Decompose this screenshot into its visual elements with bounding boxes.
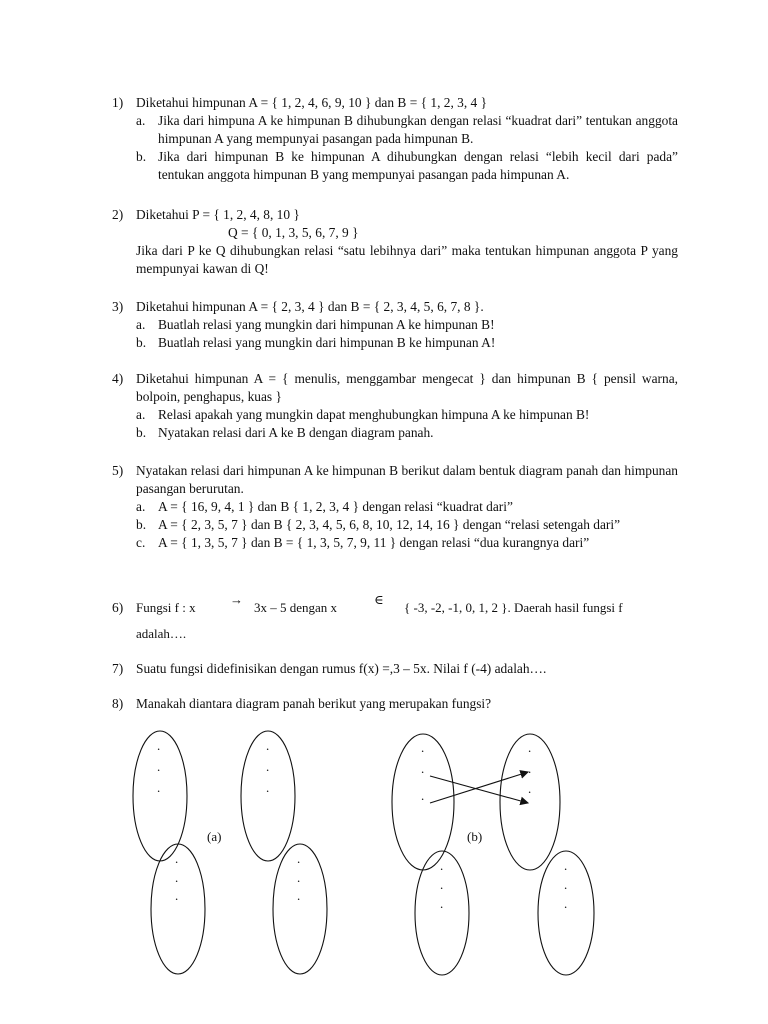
sub-letter: a. (136, 407, 146, 422)
question-number: 3) (112, 299, 124, 314)
set-member-dot: . (297, 888, 301, 903)
sub-question (136, 534, 678, 552)
question-text: Diketahui himpunan A = { 2, 3, 4 } dan B = { 2, 3, 4, 5, 6, 7, 8 }. (136, 299, 484, 314)
question-1 (112, 94, 678, 184)
sub-question (136, 148, 678, 184)
question-text-cont: Jika dari P ke Q dihubungkan relasi “satu lebihnya dari” maka tentukan himpunan anggota P yang mempunyai kawan di Q! (136, 243, 678, 276)
question-7 (112, 660, 678, 678)
sub-letter: b. (136, 517, 147, 532)
sub-text: Jika dari himpuna A ke himpunan B dihubungkan dengan relasi “kuadrat dari” tentukan anggota himpunan A yang mempunyai pasangan pada himpunan B. (158, 113, 678, 146)
set-ellipse-a4 (273, 844, 327, 974)
question-number: 7) (112, 661, 124, 676)
question-text: Manakah diantara diagram panah berikut yang merupakan fungsi? (136, 696, 492, 711)
set-member-dot: . (175, 851, 179, 866)
sub-letter: b. (136, 335, 147, 350)
element-of-icon: ∈ (374, 592, 384, 607)
set-member-dot: . (528, 740, 532, 755)
set-member-dot: . (528, 781, 532, 796)
set-ellipse-a2 (241, 731, 295, 861)
sub-question (136, 316, 678, 334)
set-member-dot: . (564, 877, 568, 892)
sub-question (136, 424, 678, 442)
set-ellipse-b2 (500, 734, 560, 870)
question-text: Fungsi f : x (136, 600, 196, 615)
relation-arrow (430, 776, 528, 803)
sub-text: A = { 1, 3, 5, 7 } dan B = { 1, 3, 5, 7, 9, 11 } dengan relasi “dua kurangnya dari” (158, 535, 590, 550)
sub-text: Jika dari himpunan B ke himpunan A dihubungkan dengan relasi “lebih kecil dari pada” tentukan anggota himpunan B yang mempunyai pasangan pada himpunan A. (158, 149, 678, 182)
set-member-dot: . (421, 740, 425, 755)
question-3 (112, 298, 678, 352)
set-member-dot: . (175, 888, 179, 903)
sub-question (136, 498, 678, 516)
set-member-dot: . (297, 870, 301, 885)
question-text: Nyatakan relasi dari himpunan A ke himpunan B berikut dalam bentuk diagram panah dan himpunan pasangan berurutan. (136, 463, 678, 496)
question-text: { -3, -2, -1, 0, 1, 2 }. Daerah hasil fungsi f (404, 600, 623, 615)
question-2 (112, 206, 678, 278)
question-text: Diketahui himpunan A = { menulis, menggambar mengecat } dan himpunan B { pensil warna, bolpoin, penghapus, kuas } (136, 371, 678, 404)
sub-letter: a. (136, 113, 146, 128)
sub-question (136, 406, 678, 424)
set-member-dot: . (266, 738, 270, 753)
question-number: 8) (112, 696, 124, 711)
set-ellipse-b1 (392, 734, 454, 870)
set-member-dot: . (564, 858, 568, 873)
set-q-line: Q = { 0, 1, 3, 5, 6, 7, 9 } (228, 225, 359, 240)
set-member-dot: . (266, 780, 270, 795)
question-text: Diketahui P = { 1, 2, 4, 8, 10 } (136, 207, 300, 222)
set-member-dot: . (157, 780, 161, 795)
set-member-dot: . (157, 738, 161, 753)
sub-letter: c. (136, 535, 146, 550)
set-ellipse-b3 (415, 851, 469, 975)
question-8 (112, 695, 678, 713)
question-text: Diketahui himpunan A = { 1, 2, 4, 6, 9, 10 } dan B = { 1, 2, 3, 4 } (136, 95, 488, 110)
diagram-label-b: (b) (467, 829, 483, 844)
sub-question (136, 516, 678, 534)
question-number: 4) (112, 371, 124, 386)
question-number: 5) (112, 463, 124, 478)
sub-letter: b. (136, 425, 147, 440)
maps-to-arrow-icon: → (230, 592, 243, 607)
question-text: Suatu fungsi didefinisikan dengan rumus f(x) =,3 – 5x. Nilai f (-4) adalah…. (136, 661, 547, 676)
set-member-dot: . (564, 896, 568, 911)
sub-text: Buatlah relasi yang mungkin dari himpunan B ke himpunan A! (158, 335, 496, 350)
set-ellipse-a3 (151, 844, 205, 974)
set-member-dot: . (421, 788, 425, 803)
question-text-cont: adalah…. (136, 626, 187, 641)
set-member-dot: . (440, 877, 444, 892)
question-number: 2) (112, 207, 124, 222)
relation-arrow (430, 772, 528, 803)
sub-letter: a. (136, 499, 146, 514)
set-member-dot: . (440, 896, 444, 911)
set-ellipse-b4 (538, 851, 594, 975)
question-number: 1) (112, 95, 124, 110)
sub-text: Nyatakan relasi dari A ke B dengan diagram panah. (158, 425, 434, 440)
diagram-label-a: (a) (207, 829, 222, 844)
question-4 (112, 370, 678, 442)
sub-question (136, 112, 678, 148)
sub-text: A = { 16, 9, 4, 1 } dan B { 1, 2, 3, 4 } dengan relasi “kuadrat dari” (158, 499, 513, 514)
question-5 (112, 462, 678, 552)
question-6 (112, 592, 678, 643)
sub-text: Relasi apakah yang mungkin dapat menghubungkan himpuna A ke himpunan B! (158, 407, 590, 422)
sub-letter: a. (136, 317, 146, 332)
question-number: 6) (112, 600, 124, 615)
set-ellipse-a1 (133, 731, 187, 861)
sub-text: Buatlah relasi yang mungkin dari himpunan A ke himpunan B! (158, 317, 495, 332)
sub-letter: b. (136, 149, 147, 164)
set-member-dot: . (297, 851, 301, 866)
set-member-dot: . (421, 761, 425, 776)
set-member-dot: . (157, 759, 161, 774)
question-text: 3x – 5 dengan x (254, 600, 338, 615)
set-member-dot: . (440, 858, 444, 873)
set-member-dot: . (175, 870, 179, 885)
set-member-dot: . (528, 761, 532, 776)
sub-question (136, 334, 678, 352)
sub-text: A = { 2, 3, 5, 7 } dan B { 2, 3, 4, 5, 6, 8, 10, 12, 14, 16 } dengan “relasi setengah dari” (158, 517, 621, 532)
set-member-dot: . (266, 759, 270, 774)
